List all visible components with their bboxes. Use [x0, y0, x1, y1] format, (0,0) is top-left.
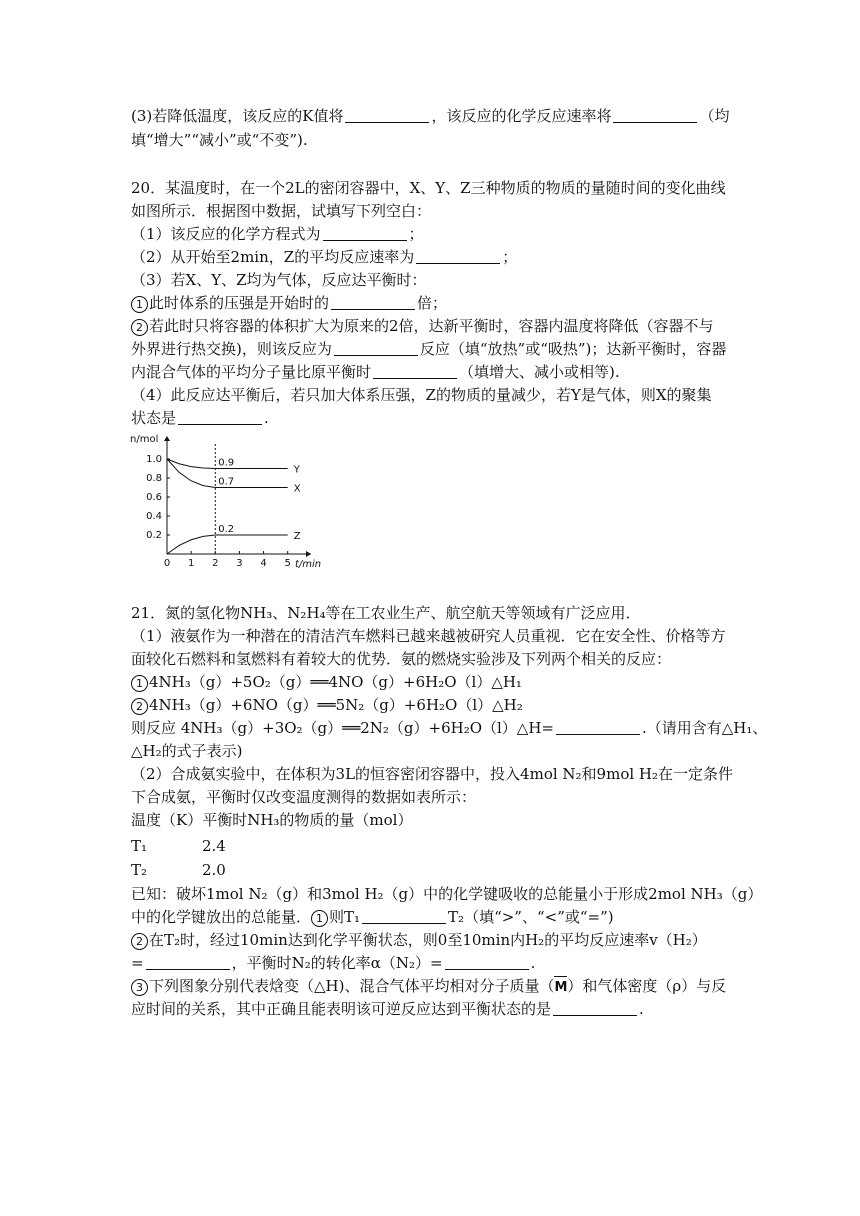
- q21-part1-line2: 面较化石燃料和氢燃料有着较大的优势．氨的燃烧实验涉及下列两个相关的反应：: [131, 650, 672, 668]
- circled-number: 2: [131, 319, 148, 336]
- q21-part2-line2: 下合成氨，平衡时仅改变温度测得的数据如表所示：: [131, 788, 477, 806]
- x-axis-arrow: [306, 551, 311, 557]
- q19-part3-line1: (3)若降低温度，该反应的K值将 ，该反应的化学反应速率将 （均: [131, 107, 730, 125]
- series-name-y: Y: [293, 464, 300, 476]
- answer-blank[interactable]: [178, 410, 262, 425]
- mean-molar-mass-symbol: M: [554, 978, 567, 998]
- q21-intro: 21．氮的氢化物NH₃、N₂H₄等在工农业生产、航空航天等领域有广泛应用．: [131, 604, 641, 622]
- answer-blank[interactable]: [553, 1001, 637, 1016]
- q21-equation-3: 则反应 4NH₃（g）+3O₂（g）══2N₂（g）+6H₂O（l）△H= .（请用含有△H₁、: [131, 719, 768, 737]
- circled-number: 1: [311, 910, 328, 927]
- series-value-label-z: 0.2: [218, 524, 235, 535]
- answer-blank[interactable]: [445, 955, 529, 970]
- q21-q2-line1: 2 在T₂时，经过10min达到化学平衡状态，则0至10min内H₂的平均反应速率v（H₂）: [131, 930, 731, 950]
- q20-intro-line1: 20．某温度时，在一个2L的密闭容器中，X、Y、Z三种物质的物质的量随时间的变化曲线: [131, 179, 726, 197]
- q21-known-line1: 已知：破坏1mol N₂（g）和3mol H₂（g）中的化学键吸收的总能量小于形成2mol NH₃（g）: [131, 885, 763, 903]
- circled-number: 2: [131, 933, 148, 950]
- q20-part3b-line3: 内混合气体的平均分子量比原平衡时 （填增大、减小或相等).: [131, 363, 620, 381]
- y-axis-arrow: [164, 436, 170, 441]
- y-axis-label: n/mol: [130, 434, 159, 445]
- answer-blank[interactable]: [345, 108, 429, 123]
- q21-part1-line1: （1）液氨作为一种潜在的清洁汽车燃料已越来越被研究人员重视．它在安全性、价格等方: [131, 627, 726, 645]
- x-tick-label: 5: [284, 558, 291, 569]
- series-line-z: [167, 535, 288, 554]
- circled-number: 1: [131, 675, 148, 692]
- q20-part3a: 1 此时体系的压强是开始时的 倍；: [131, 293, 731, 313]
- x-tick-label: 1: [187, 558, 195, 569]
- circled-number: 3: [131, 979, 148, 996]
- table-row-value: 2.4: [202, 837, 226, 855]
- q21-q3-line2: 应时间的关系，其中正确且能表明该可逆反应达到平衡状态的是 .: [131, 1000, 644, 1018]
- q20-part2: （2）从开始至2min，Z的平均反应速率为 ；: [131, 248, 518, 266]
- x-axis-label: t/min: [295, 559, 322, 570]
- series-name-z: Z: [293, 531, 301, 542]
- q20-part4-line2: 状态是 .: [131, 409, 269, 427]
- table-header: 温度（K）平衡时NH₃的物质的量（mol）: [131, 811, 413, 829]
- q20-part3b-line2: 外界进行热交换)，则该反应为 反应（填“放热”或“吸热”)；达新平衡时，容器: [131, 340, 727, 358]
- q20-line-chart: [130, 430, 322, 575]
- y-tick-label: 0.4: [146, 511, 162, 522]
- table-row-temp: T₂: [131, 861, 148, 879]
- series-value-label-x: 0.7: [218, 476, 235, 488]
- answer-blank[interactable]: [613, 108, 697, 123]
- x-tick-label: 2: [212, 558, 219, 569]
- answer-blank[interactable]: [334, 341, 418, 356]
- circled-number: 1: [131, 296, 148, 313]
- q20-intro-line2: 如图所示．根据图中数据，试填写下列空白：: [131, 202, 432, 220]
- table-row-temp: T₁: [131, 837, 148, 855]
- x-tick-label: 4: [260, 558, 267, 569]
- answer-blank[interactable]: [373, 364, 457, 379]
- q20-part3: （3）若X、Y、Z均为气体，反应达平衡时：: [131, 271, 427, 289]
- q20-part1: （1）该反应的化学方程式为 ；: [131, 225, 424, 243]
- y-tick-label: 0.2: [146, 530, 162, 541]
- y-tick-label: 1.0: [146, 454, 162, 465]
- answer-blank[interactable]: [362, 909, 446, 924]
- q21-q3-line1: 3 下列图象分别代表焓变（△H)、混合气体平均相对分子质量（M）和气体密度（ρ）与反: [131, 976, 731, 998]
- x-tick-label: 3: [236, 558, 243, 569]
- q20-part3b-line1: 2 若此时只将容器的体积扩大为原来的2倍，达新平衡时，容器内温度将降低（容器不与: [131, 316, 731, 336]
- answer-blank[interactable]: [331, 295, 415, 310]
- q21-part2-line1: （2）合成氨实验中，在体积为3L的恒容密闭容器中，投入4mol N₂和9mol H₂在一定条件: [131, 765, 734, 783]
- q20-part4-line1: （4）此反应达平衡后，若只加大体系压强，Z的物质的量减少，若Y是气体，则X的聚集: [131, 386, 712, 404]
- table-row-value: 2.0: [202, 861, 226, 879]
- series-value-label-y: 0.9: [218, 457, 235, 469]
- q19-part3-line2: 填“增大”“减小”或“不变”).: [131, 131, 308, 149]
- q21-equation-2: 2 4NH₃（g）+6NO（g）══5N₂（g）+6H₂O（l）△H₂: [131, 695, 731, 715]
- answer-blank[interactable]: [323, 226, 407, 241]
- series-name-x: X: [293, 483, 301, 495]
- y-tick-label: 0.8: [146, 473, 162, 484]
- y-tick-label: 0.6: [146, 492, 162, 503]
- answer-blank[interactable]: [416, 249, 500, 264]
- answer-blank[interactable]: [556, 720, 640, 735]
- q21-equation-1: 1 4NH₃（g）+5O₂（g）══4NO（g）+6H₂O（l）△H₁: [131, 672, 731, 692]
- answer-blank[interactable]: [146, 955, 230, 970]
- q21-equation-3-line2: △H₂的式子表示): [131, 742, 243, 760]
- q21-known-line2: 中的化学键放出的总能量． 1 则T₁ T₂（填“>”、“<”或“=”): [131, 908, 614, 926]
- x-tick-label: 0: [163, 558, 171, 569]
- circled-number: 2: [131, 698, 148, 715]
- q21-q2-line2: = ，平衡时N₂的转化率α（N₂）= .: [131, 954, 536, 972]
